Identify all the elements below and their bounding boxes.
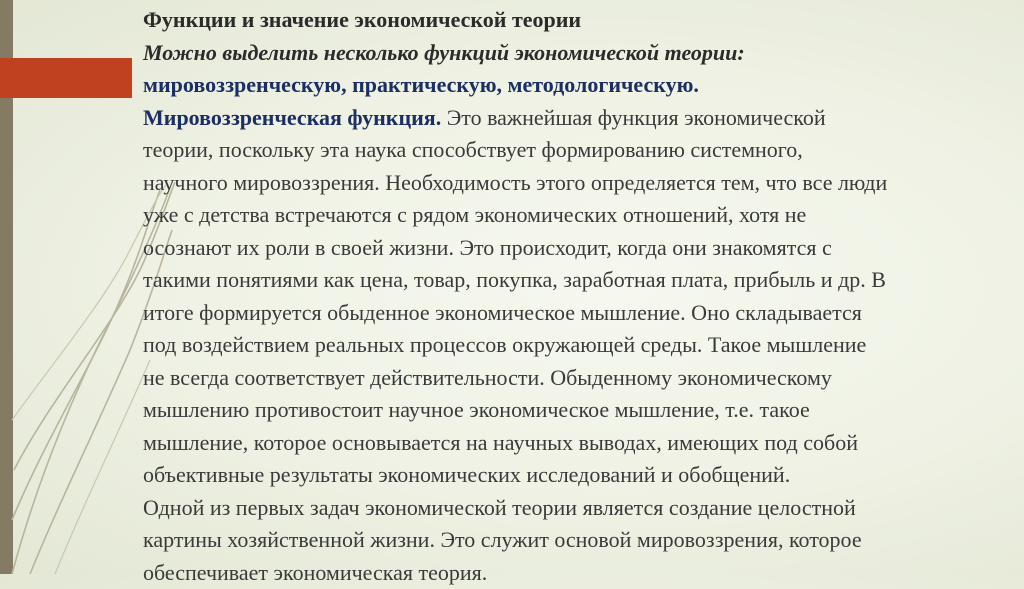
paragraph-1-line: уже с детства встречаются с рядом экономических отношений, хотя не (143, 199, 1013, 232)
paragraph-2-line: Одной из первых задач экономической теории является создание целостной (143, 492, 1013, 525)
slide-content (143, 4, 1013, 589)
slide-title: Функции и значение экономической теории (143, 4, 1013, 37)
paragraph-1-line: такими понятиями как цена, товар, покупка, заработная плата, прибыль и др. В (143, 264, 1013, 297)
section-heading: Мировоззренческая функция. (143, 105, 441, 130)
paragraph-1-line: теории, поскольку эта наука способствует формированию системного, (143, 134, 1013, 167)
paragraph-1-line: осознают их роли в своей жизни. Это происходит, когда они знакомятся с (143, 232, 1013, 265)
paragraph-1-line: итоге формируется обыденное экономическое мышление. Оно складывается (143, 297, 1013, 330)
paragraph-1-line-0-rest: Это важнейшая функция экономической (441, 105, 825, 130)
paragraph-1-line: объективные результаты экономических исследований и обобщений. (143, 459, 1013, 492)
paragraph-1-line: мышлению противостоит научное экономическое мышление, т.е. такое (143, 394, 1013, 427)
paragraph-1-line: под воздействием реальных процессов окружающей среды. Такое мышление (143, 329, 1013, 362)
paragraph-2-line: картины хозяйственной жизни. Это служит основой мировоззрения, которое (143, 524, 1013, 557)
paragraph-2-line: обеспечивает экономическая теория. (143, 557, 1013, 589)
paragraph-1-first-line (143, 102, 1013, 135)
paragraph-1-line: мышление, которое основывается на научных выводах, имеющих под собой (143, 427, 1013, 460)
paragraph-1-line: не всегда соответствует действительности. Обыденному экономическому (143, 362, 1013, 395)
functions-list: мировоззренческую, практическую, методологическую. (143, 69, 1013, 102)
paragraph-1-line: научного мировоззрения. Необходимость этого определяется тем, что все люди (143, 167, 1013, 200)
slide-subtitle: Можно выделить несколько функций экономической теории: (143, 37, 1013, 70)
